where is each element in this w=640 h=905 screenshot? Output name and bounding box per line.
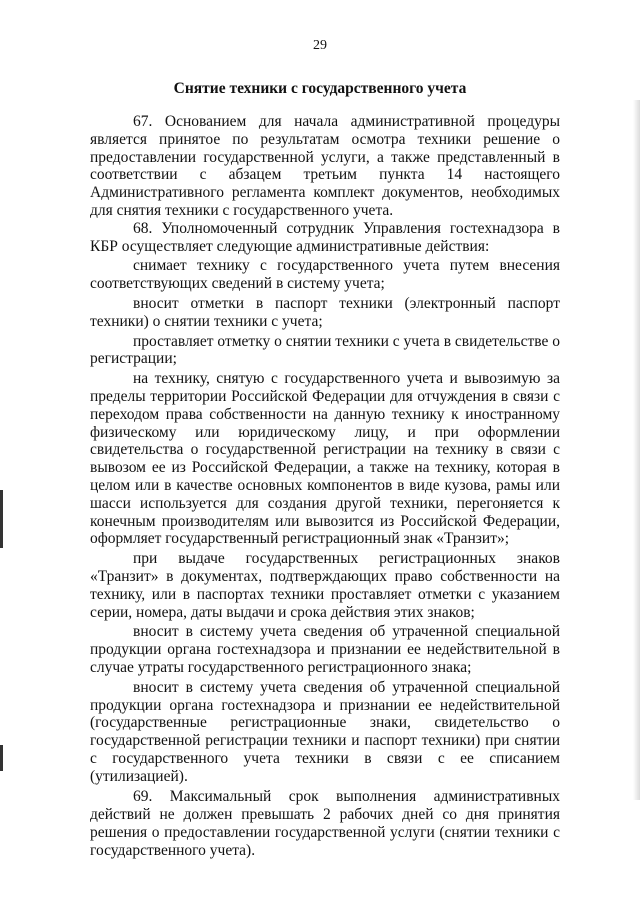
scan-margin-mark	[0, 745, 3, 771]
list-item: снимает технику с государственного учета путем внесения соответствующих сведений в систему учета;	[90, 257, 560, 293]
section-heading: Снятие техники с государственного учета	[173, 80, 467, 97]
paragraph-67: 67. Основанием для начала административной процедуры является принятое по результатам осмотра техники решение о предоставлении государственной услуги, а также представленный в соответствии с абзацем третьим пункта 14 настоящего Административного регламента комплект документов, необходимых для снятия техники с государственного учета.	[90, 113, 560, 219]
page-number: 29	[313, 38, 327, 53]
page-edge-shadow	[633, 100, 640, 800]
list-item: проставляет отметку о снятии техники с учета в свидетельстве о регистрации;	[90, 332, 560, 368]
scan-margin-mark	[0, 490, 3, 548]
list-item: вносит отметки в паспорт техники (электронный паспорт техники) о снятии техники с учета;	[90, 294, 560, 330]
list-item: вносит в систему учета сведения об утраченной специальной продукции органа гостехнадзора и признании ее недействительной (государственные регистрационные знаки, свидетельство о государственной регистрации техники и паспорт техники) при снятии с государственного учета техники в связи с ее списанием (утилизацией).	[90, 678, 560, 785]
list-item: вносит в систему учета сведения об утраченной специальной продукции органа гостехнадзора и признании ее недействительной в случае утраты государственного регистрационного знака;	[90, 623, 560, 676]
body-text	[90, 113, 560, 860]
list-item: на технику, снятую с государственного учета и вывозимую за пределы территории Российской Федерации для отчуждения в связи с переходом права собственности на данную технику к иностранному физическому или юридическому лицу, и при оформлении свидетельства о государственной регистрации на технику в связи с вывозом ее из Российской Федерации, а также на технику, которая в целом или в качестве основных компонентов в виде кузова, рамы или шасси используется для создания другой техники, перегоняется к конечным производителям или вывозится из Российской Федерации, оформляет государственный регистрационный знак «Транзит»;	[90, 370, 560, 548]
paragraph-69: 69. Максимальный срок выполнения административных действий не должен превышать 2 рабочих дней со дня принятия решения о предоставлении государственной услуги (снятии техники с государственного учета).	[90, 788, 560, 859]
list-item: при выдаче государственных регистрационных знаков «Транзит» в документах, подтверждающих право собственности на технику, или в паспортах техники проставляет отметки с указанием серии, номера, даты выдачи и срока действия этих знаков;	[90, 550, 560, 621]
paragraph-68: 68. Уполномоченный сотрудник Управления гостехнадзора в КБР осуществляет следующие административные действия:	[90, 219, 560, 255]
